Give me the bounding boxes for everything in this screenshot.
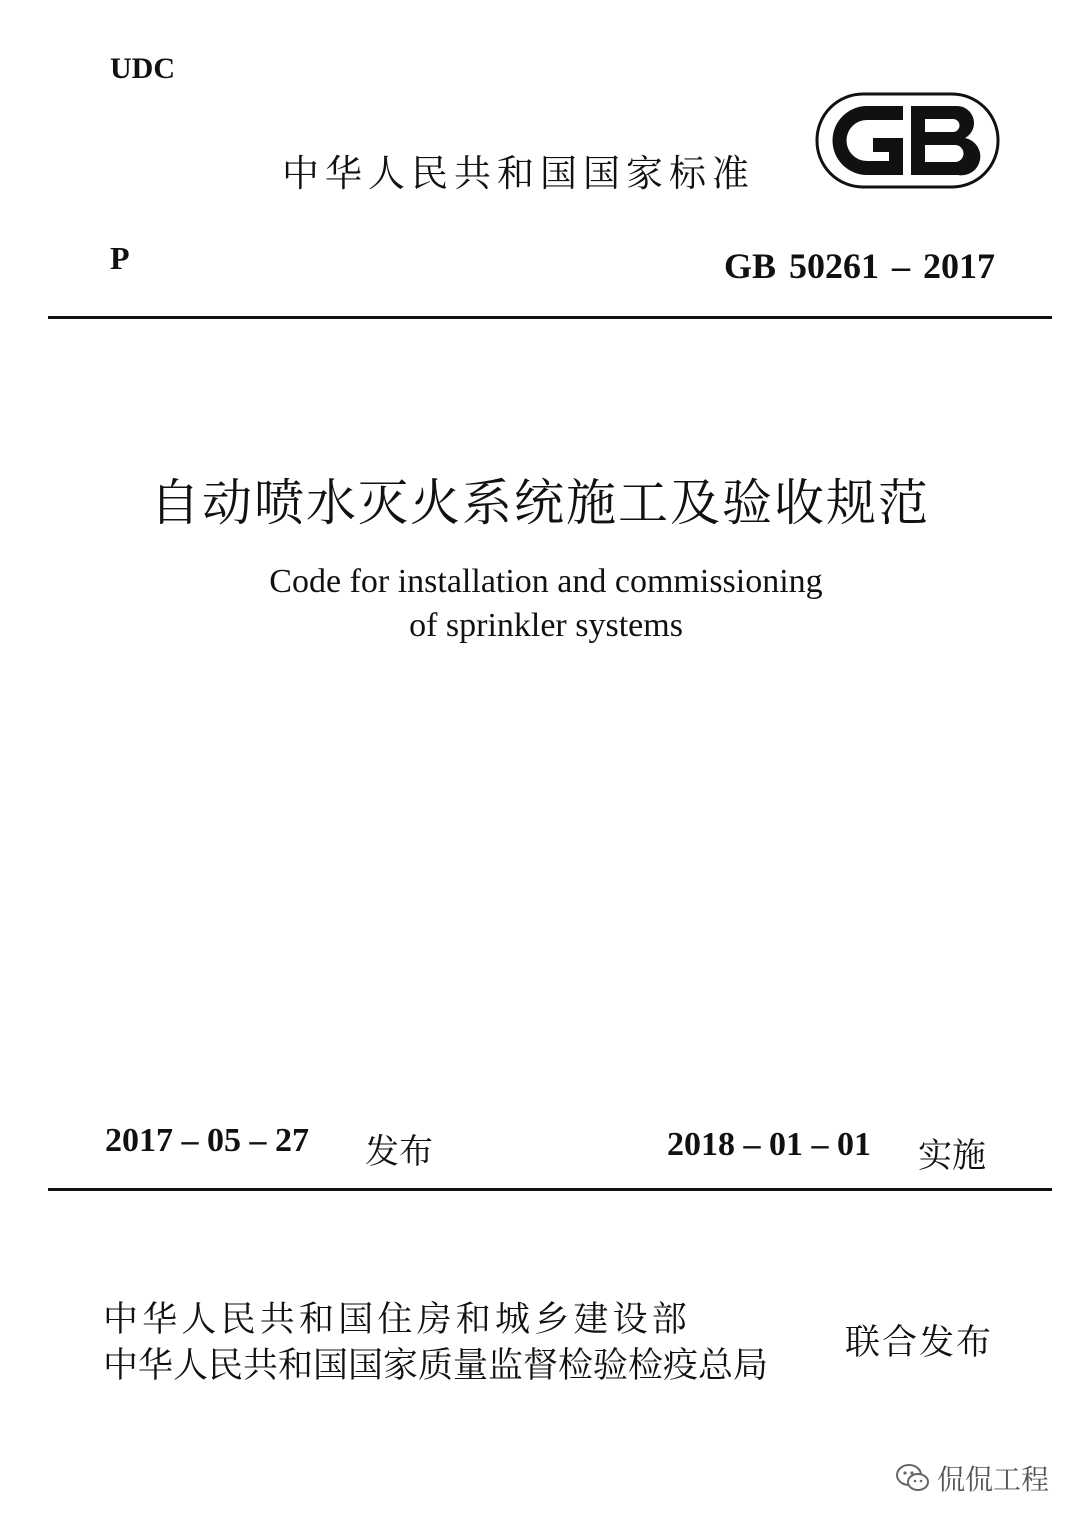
classification-code: P [110,240,130,276]
issuer-aqsiq: 中华人民共和国国家质量监督检验检疫总局 [103,1346,769,1386]
top-divider [48,316,1052,319]
wechat-icon [895,1462,931,1494]
watermark-text: 侃侃工程 [937,1463,1050,1496]
issuer-ministry: 中华人民共和国住房和城乡建设部 [103,1300,692,1340]
publish-date: 2017 – 05 – 27 [105,1122,309,1159]
title-chinese: 自动喷水灭火系统施工及验收规范 [150,474,930,532]
bottom-divider [48,1188,1052,1191]
title-english-line1: Code for installation and commissioning [269,563,823,600]
udc-label: UDC [110,52,175,85]
title-english-line2: of sprinkler systems [409,607,683,644]
standard-number: GB 50261 – 2017 [723,246,995,286]
joint-issue-label: 联合发布 [845,1323,994,1363]
national-standard-heading: 中华人民共和国国家标准 [282,152,755,195]
gb-logo [815,92,1000,189]
watermark [895,1458,1049,1498]
publish-label: 发布 [365,1132,433,1172]
effective-date: 2018 – 01 – 01 [667,1126,871,1163]
title-english [0,560,1080,648]
effective-label: 实施 [918,1136,986,1176]
